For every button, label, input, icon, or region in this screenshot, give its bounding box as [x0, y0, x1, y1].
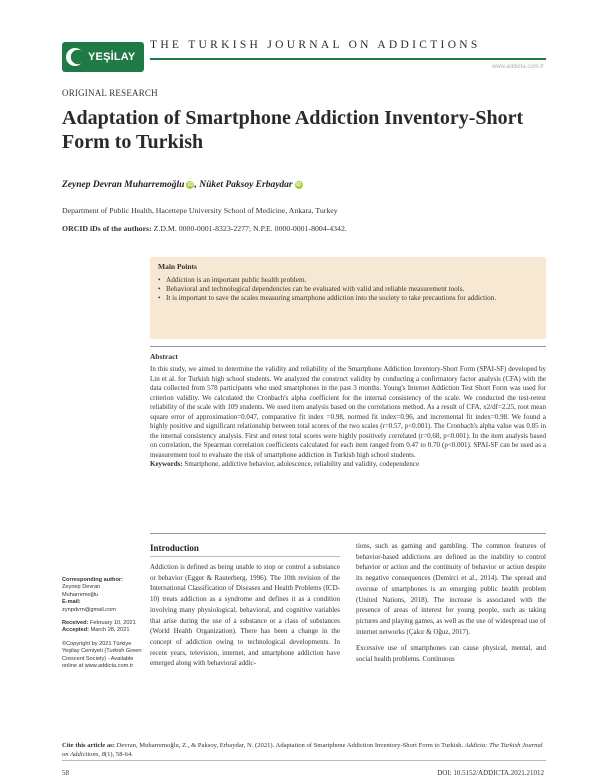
received-label: Received: — [62, 620, 89, 627]
main-points-list — [158, 276, 538, 302]
intro-paragraph: Excessive use of smartphones can cause physical, mental, and social health problems. Continuous — [356, 644, 546, 664]
author-list — [62, 180, 303, 190]
author-email[interactable]: zynpdvrn@gmail.com — [62, 606, 116, 613]
journal-url[interactable]: www.addicta.com.tr — [491, 64, 544, 70]
cite-label: Cite this article as: — [62, 742, 115, 749]
introduction-column-1: Addiction is defined as being unable to stop or control a substance or behavior (Egger & Rauterberg, 1996). The 10th revision of the International Classification of Diseases and Health Problems (ICD-10) treats addiction as a syndrome and defines it as a condition involving many physiological, behavioral, and cognitive variables that arise during the use of a substance or a class of substances (World Health Organization). There has been a change in the concept of addiction owing to technological developments. In recent years, television, internet, and smartphone addiction have emerged along with behavioral addic- — [150, 563, 340, 668]
cite-tail: (1), 58-64. — [104, 751, 133, 759]
corresponding-author-label: Corresponding author: — [62, 577, 123, 583]
author-separator: , — [194, 180, 200, 190]
copyright-notice: ©Copyright by 2021 Türkiye Yeşilay Cemiyeti (Turkish Green Crescent Society) - Available online at www.addicta.com.tr — [62, 640, 142, 670]
corresponding-author-name: Muharremoğlu — [62, 591, 99, 598]
orcid-ids — [62, 224, 347, 233]
introduction-column-2 — [356, 541, 546, 665]
received-date: February 10, 2021 — [88, 620, 136, 627]
orcid-label: ORCID iDs of the authors: — [62, 224, 152, 233]
abstract-body — [150, 365, 546, 470]
orcid-values: Z.D.M. 0000-0001-8323-2277; N.P.E. 0000-0001-8004-4342. — [151, 224, 347, 233]
citation — [62, 741, 546, 759]
article-title: Adaptation of Smartphone Addiction Inventory-Short Form to Turkish — [62, 107, 524, 153]
logo-text: YEŞİLAY — [88, 51, 136, 63]
header-divider — [150, 58, 546, 60]
abstract-text: In this study, we aimed to determine the validity and reliability of the Smartphone Addiction Inventory-Short Form (SPAI-SF) developed by Lin et al. for Turkish high school students. We analyzed the construct validity by conducting a confirmatory factor analysis (CFA) with the data collected from 578 participants who used smartphones in the past 3 months. Young's Internet Addiction Test Short Form was used for criterion validity. We calculated the Cronbach's alpha coefficient for the internal consistency of the scale. We conducted the test-retest reliability of the scale with 109 students. We used item analysis based on the correlations method. As a result of CFA, x2/df=2.25, root mean square error of approximation=0.047, comparative fit index =0.98, normed fit index=0.96, and incremental fit index=0.98. We found a highly positive and significant relationship between total scores of the two scales (r=0.57, p<0.001). The Cronbach's alpha value was 0.85 in the internal consistency analysis. First and retest total scores were highly positively correlated (r=0.68, p<0.001). In the item analysis based on correlation, the Spearman correlation coefficients calculated for each item ranged from 0.47 to 0.70 (p<0.001). SPAI-SF can be used as a measurement tool to evaluate the risk of smartphone addiction in Turkish high school students. — [150, 365, 546, 459]
journal-name: THE TURKISH JOURNAL ON ADDICTIONS — [150, 39, 481, 51]
main-point-item: • It is important to save the scales measuring smartphone addiction into the society to take precautions for addiction. — [158, 294, 538, 303]
abstract-title: Abstract — [150, 352, 178, 361]
section-label: ORIGINAL RESEARCH — [62, 88, 158, 98]
abstract-bottom-rule — [150, 533, 546, 534]
crescent-icon — [65, 45, 85, 69]
doi[interactable]: DOI: 10.5152/ADDICTA.2021.21012 — [437, 769, 544, 777]
affiliation: Department of Public Health, Hacettepe University School of Medicine, Ankara, Turkey — [62, 206, 338, 215]
article-info-sidebar — [62, 577, 146, 670]
page-number: 58 — [62, 769, 69, 777]
introduction-heading: Introduction — [150, 543, 199, 553]
orcid-icon[interactable]: iD — [187, 182, 193, 188]
introduction-rule — [150, 556, 340, 557]
cite-text: Devran, Muharremoğlu, Z., & Paksoy, Erbaydar, N. (2021). Adaptation of Smartphone Addiction Inventory-Short Form to Turkish. — [114, 742, 465, 749]
email-label: E-mail: — [62, 599, 81, 606]
author-1: Zeynep Devran Muharremoğlu — [62, 180, 185, 190]
footer-rule — [62, 760, 546, 761]
accepted-label: Accepted: — [62, 627, 90, 634]
corresponding-author-name: Zeynep Devran — [62, 584, 101, 591]
keywords-label: Keywords: — [150, 460, 183, 468]
main-points-box — [150, 257, 546, 339]
main-point-item: • Behavioral and technological dependencies can be evaluated with valid and reliable measurement tools. — [158, 285, 538, 294]
abstract-top-rule — [150, 346, 546, 347]
keywords: Smartphone, addictive behavior, adolescence, reliability and validity, codependence — [182, 460, 420, 468]
accepted-date: March 28, 2021 — [89, 627, 130, 634]
yesilay-logo — [62, 42, 144, 72]
main-points-title: Main Points — [158, 262, 197, 271]
intro-paragraph: tions, such as gaming and gambling. The common features of behavior-based addictions are defined as the inability to control behavior or action and the continuity of behavior or action despite its negative consequences (Demirci et al., 2014). The spread and overuse of smartphones is an emerging public health problem (United Nations, 2018). The increase is associated with the presence of areas of interest for young people, such as taking pictures and playing games, as well as the use of widespread use of internet networks (Çakır & Oğuz, 2017). — [356, 542, 546, 636]
main-point-item: • Addiction is an important public health problem. — [158, 276, 538, 285]
author-2: Nüket Paksoy Erbaydar — [199, 180, 293, 190]
cite-journal: Addicta: The Turkish Journal on Addictions, 8 — [62, 742, 543, 759]
orcid-icon[interactable]: iD — [296, 182, 302, 188]
